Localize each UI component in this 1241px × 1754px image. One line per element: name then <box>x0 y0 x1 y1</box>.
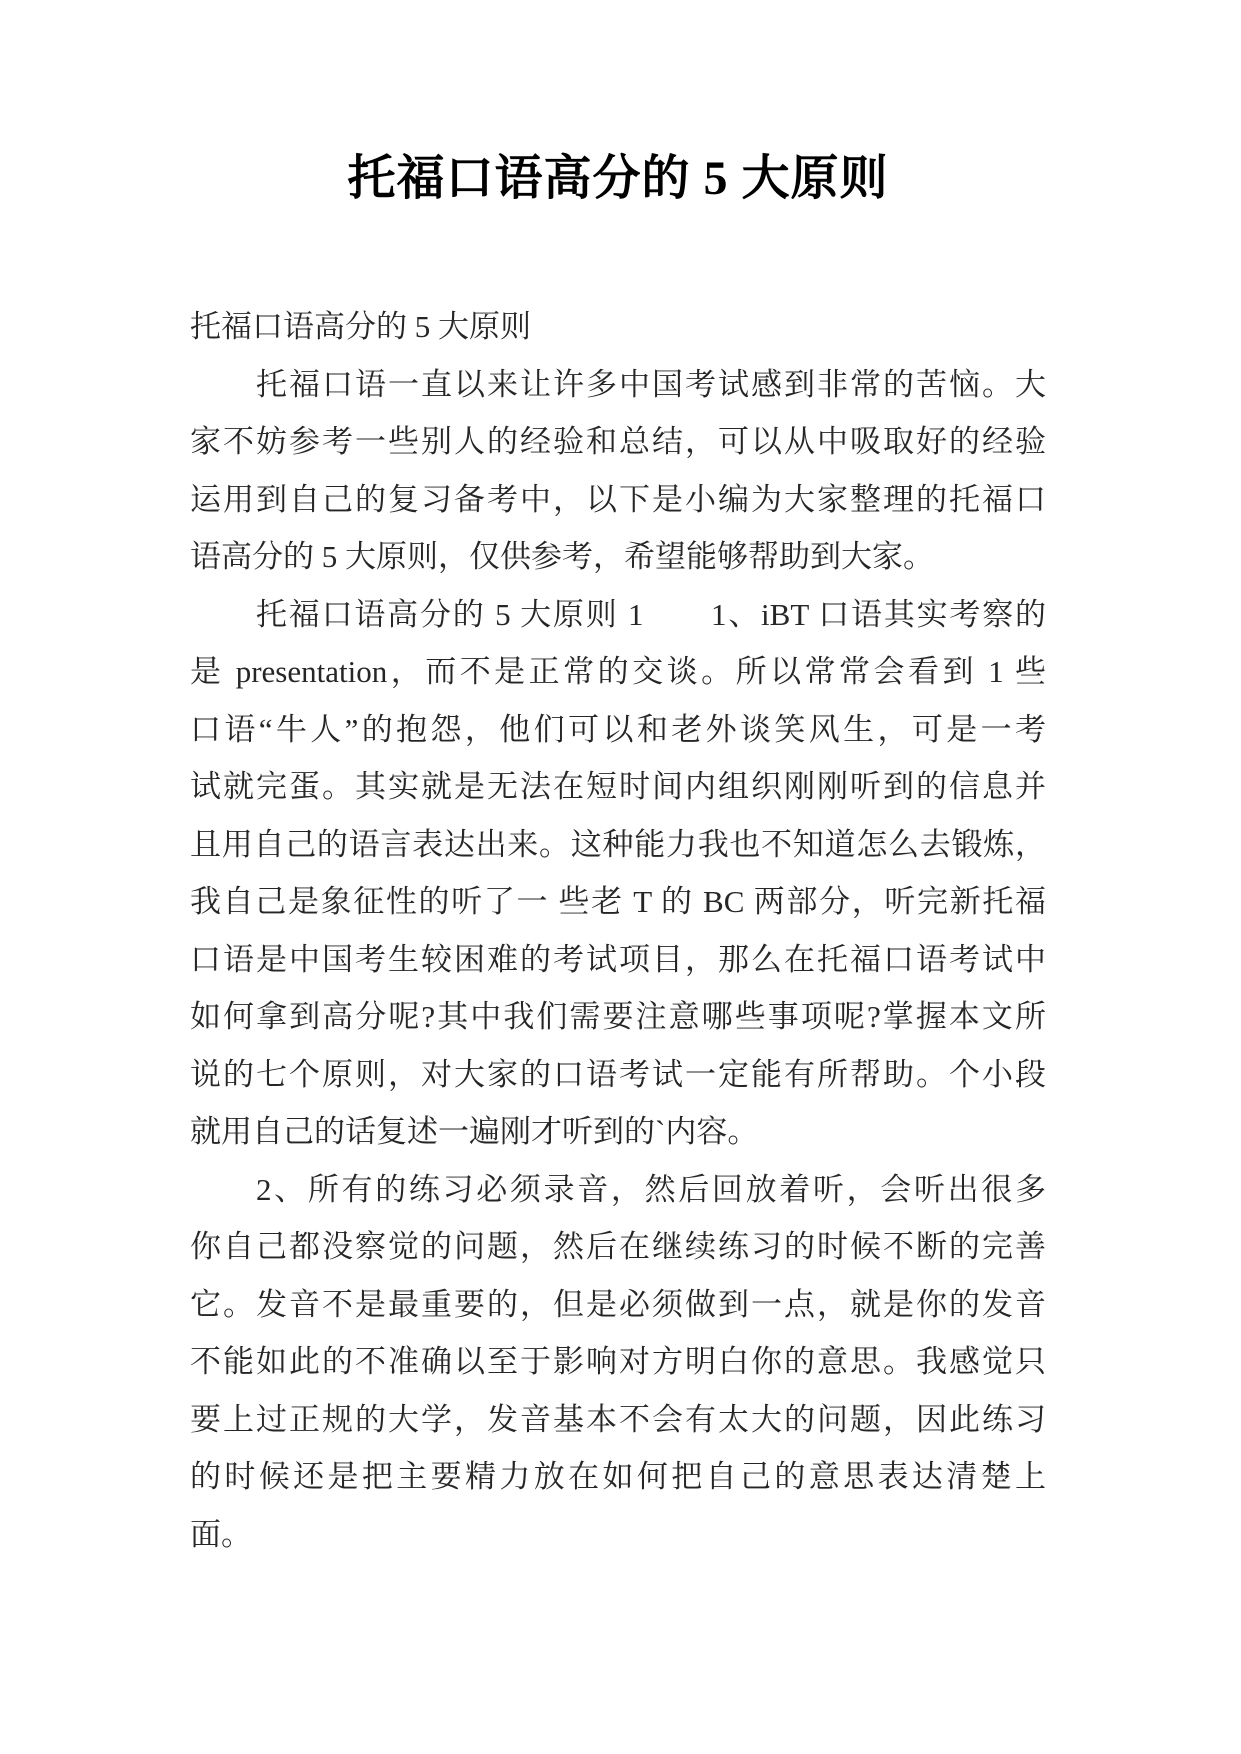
text-line: 要上过正规的大学，发音基本不会有太大的问题，因此练习 <box>190 1401 1046 1437</box>
paragraph <box>190 586 1046 1161</box>
text-line: 它。发音不是最重要的，但是必须做到一点，就是你的发音 <box>190 1286 1046 1322</box>
paragraph <box>190 356 1046 586</box>
text-line: 且用自己的语言表达出来。这种能力我也不知道怎么去锻炼， <box>190 826 1046 862</box>
text-line: 语高分的 5 大原则，仅供参考，希望能够帮助到大家。 <box>190 539 934 574</box>
text-line: 的时候还是把主要精力放在如何把自己的意思表达清楚上 <box>190 1459 1046 1494</box>
text-line: 2、所有的练习必须录音，然后回放着听，会听出很多 <box>256 1171 1046 1207</box>
text-line: 说的七个原则，对大家的口语考试一定能有所帮助。个小段 <box>190 1056 1046 1092</box>
document-body <box>190 298 1046 1563</box>
text-line: 家不妨参考一些别人的经验和总结，可以从中吸取好的经验 <box>190 424 1046 459</box>
text-line: 口语“牛人”的抱怨，他们可以和老外谈笑风生，可是一考 <box>190 711 1046 747</box>
text-line: 不能如此的不准确以至于影响对方明白你的意思。我感觉只 <box>190 1344 1046 1379</box>
document-content <box>190 146 1046 1563</box>
text-line: 托福口语高分的 5 大原则 1 1、iBT 口语其实考察的 <box>256 596 1046 632</box>
text-line: 我自己是象征性的听了一 些老 T 的 BC 两部分，听完新托福 <box>190 884 1046 919</box>
paragraph <box>190 1161 1046 1564</box>
text-line: 是 presentation，而不是正常的交谈。所以常常会看到 1 些 <box>190 654 1046 689</box>
text-line: 如何拿到高分呢?其中我们需要注意哪些事项呢?掌握本文所 <box>190 999 1046 1034</box>
text-line: 你自己都没察觉的问题，然后在继续练习的时候不断的完善 <box>190 1229 1046 1264</box>
text-line: 运用到自己的复习备考中，以下是小编为大家整理的托福口 <box>190 481 1046 517</box>
text-line: 托福口语一直以来让许多中国考试感到非常的苦恼。大 <box>256 366 1046 402</box>
text-line: 就用自己的话复述一遍刚才听到的`内容。 <box>190 1114 759 1149</box>
paragraph <box>190 298 1046 356</box>
text-line: 试就完蛋。其实就是无法在短时间内组织刚刚听到的信息并 <box>190 769 1046 804</box>
text-line: 面。 <box>190 1516 252 1552</box>
document-title: 托福口语高分的 5 大原则 <box>347 152 889 205</box>
text-line: 托福口语高分的 5 大原则 <box>190 309 531 344</box>
text-line: 口语是中国考生较困难的考试项目，那么在托福口语考试中 <box>190 941 1046 977</box>
